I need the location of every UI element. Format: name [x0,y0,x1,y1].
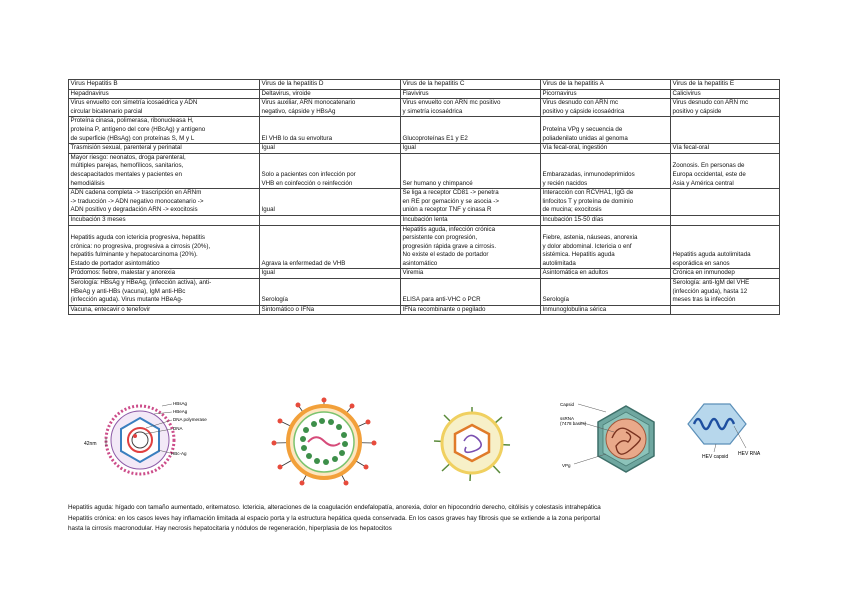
header-hav: Virus de la hepatitis A [541,80,671,90]
table-cell [671,117,780,144]
table-cell: Incubación 15-50 días [541,215,671,225]
table-row [69,269,780,279]
table-cell: Zoonosis. En personas de Europa occidental, este de Asia y América central [671,153,780,188]
table-cell: ELISA para anti-VHC o PCR [401,279,541,306]
table-cell: Hepatitis aguda con ictericia progresiva, hepatitis crónica: no progresiva, progresiva a cirrosis (20%), hepatitis fulminante y hepatocarcinoma (20%). Estado de portador asintomático [69,225,260,269]
table-cell [260,215,401,225]
svg-text:Capsid: Capsid [560,402,575,407]
table-cell: Virus desnudo con ARN mc positivo y cápside icosaédrica [541,99,671,117]
table-cell: Hepatitis aguda, infección crónica persistente con progresión, progresión rápida grave a cirrosis. No existe el estado de portador asintomático [401,225,541,269]
table-cell: Serología: anti-IgM del VHE (infección aguda), hasta 12 meses tras la infección [671,279,780,306]
table-row [69,305,780,315]
table-cell: Igual [260,144,401,154]
svg-text:HEV RNA: HEV RNA [738,451,761,457]
table-cell: Serología [541,279,671,306]
hdv-diagram [262,397,386,487]
table-cell: Igual [401,144,541,154]
table-header-row [69,80,780,90]
table-cell: ADN cadena completa -> trascripción en ARNm -> traducción -> ADN negativo monocatenario -> ADN positivo y degradación ARN -> exocitosis [69,189,260,216]
header-hbv: Virus Hepatitis B [69,80,260,90]
table-cell: Viremia [401,269,541,279]
table-cell [671,215,780,225]
table-cell: Pródomos: fiebre, malestar y anorexia [69,269,260,279]
note-chronic-hepatitis-cont: hasta la cirrosis macronodular. Hay necrosis hepatocitaria y nódulos de regeneración, hiperplasia de los hepatocitos [68,525,392,533]
hepatitis-table [68,79,780,315]
notes-section [68,503,788,535]
table-cell: Embarazadas, inmunodeprimidos y recién nacidos [541,153,671,188]
table-cell [671,305,780,315]
svg-text:ssRNA(7478 bases): ssRNA (7478 bases) [560,416,587,426]
table-cell: IFNa recombinante o pegilado [401,305,541,315]
table-cell: Incubación lenta [401,215,541,225]
svg-text:HBsAg: HBsAg [173,401,188,406]
svg-text:DNA: DNA [173,426,183,431]
table-cell: Picornavirus [541,89,671,99]
table-cell: Proteína cinasa, polimerasa, ribonucleasa H, proteína P, antígeno del core (HBcAg) y antígeno de superficie (HBsAg) con proteínas S, M y L [69,117,260,144]
svg-text:DNA polymerase: DNA polymerase [173,417,207,422]
hcv-capsid [455,425,489,461]
table-row [69,144,780,154]
svg-text:HEV capsid: HEV capsid [702,454,729,460]
table-row [69,225,780,269]
table-cell: Glucoproteínas E1 y E2 [401,117,541,144]
table-cell: Virus desnudo con ARN mc positivo y cápside [671,99,780,117]
table-row [69,99,780,117]
table-row [69,89,780,99]
table-cell: Mayor riesgo: neonatos, droga parenteral, múltiples parejas, hemofílicos, sanitarios, descapacitados mentales y pacientes en hemodiálisis [69,153,260,188]
table-cell: Vía fecal-oral [671,144,780,154]
table-cell: Proteína VPg y secuencia de poliadenilato unidas al genoma [541,117,671,144]
svg-text:VPg: VPg [562,463,571,468]
table-cell: Calicivirus [671,89,780,99]
table-row [69,215,780,225]
header-hdv: Virus de la hepatitis D [260,80,401,90]
table-row [69,189,780,216]
note-chronic-hepatitis: Hepatitis crónica: en los casos leves hay inflamación limitada al espacio porta y la estructura hepática queda conservada. En los casos graves hay fibrosis que se extiende a la zona periportal [68,514,601,522]
table-cell: Sintomático o IFNa [260,305,401,315]
table-row [69,117,780,144]
table-cell: Igual [260,269,401,279]
table-cell: Inmunoglobulina sérica [541,305,671,315]
table-cell: Se liga a receptor CD81 -> penetra en RE por gemación y se asocia -> unión a receptor TNF y cinasa R [401,189,541,216]
table-cell: Hepatitis aguda autolimitada esporádica en sanos [671,225,780,269]
hcv-diagram [430,403,514,483]
table-cell: Agrava la enfermedad de VHB [260,225,401,269]
svg-text:HBeAg: HBeAg [173,409,188,414]
table-cell: Vacuna, entecavir o tenefovir [69,305,260,315]
table-row [69,153,780,188]
note-acute-hepatitis: Hepatitis aguda: hígado con tamaño aumentado, eritematoso. Ictericia, alteraciones de la coagulación endefalopatía, anorexia, dolor en hipocondrio derecho, citólisis y colestasis intrahepática [68,504,601,511]
table-cell: Serología [260,279,401,306]
table-cell: Trasmisión sexual, parenteral y perinatal [69,144,260,154]
header-hcv: Virus de la hepatitis C [401,80,541,90]
table-cell: Asintomática en adultos [541,269,671,279]
table-cell: Interacción con RCVHA1, IgG de linfocitos T y proteína de dominio de mucina; exocitosis [541,189,671,216]
table-cell [671,189,780,216]
header-hev: Virus de la hepatitis E [671,80,780,90]
hev-diagram [676,400,776,472]
table-cell: Hepadnavirus [69,89,260,99]
table-cell: Virus envuelto con simetría icosaédrica y ADN circular bicatenario parcial [69,99,260,117]
hbv-diagram [84,398,212,480]
table-cell: Incubación 3 meses [69,215,260,225]
table-cell: Igual [260,189,401,216]
hbv-capsid [121,418,159,462]
table-cell: Serología: HBsAg y HBeAg, (infección activa), anti- HBeAg y anti-HBs (vacuna), IgM anti-HBc (infección aguda). Virus mutante HBeAg- [69,279,260,306]
table-cell: Crónica en inmunodep [671,269,780,279]
table-cell: Virus envuelto con ARN mc positivo y simetría icosaédrica [401,99,541,117]
table-cell: Fiebre, astenia, náuseas, anorexia y dolor abdominal. Ictericia o enf sistémica. Hepatitis aguda autolimitada [541,225,671,269]
hav-diagram [554,398,664,488]
table-cell: El VHB lo da su envoltura [260,117,401,144]
table-cell: Vía fecal-oral, ingestión [541,144,671,154]
table-cell: Ser humano y chimpancé [401,153,541,188]
table-row [69,279,780,306]
table-cell: Flavivirus [401,89,541,99]
svg-text:HBc-Ag: HBc-Ag [171,451,187,456]
table-cell: Virus auxiliar, ARN monocatenario negativo, cápside y HBsAg [260,99,401,117]
table-cell: Deltavirus, viroide [260,89,401,99]
table-cell: Solo a pacientes con infección por VHB en coinfección o reinfección [260,153,401,188]
hbv-size-label: 42nm [84,441,97,447]
